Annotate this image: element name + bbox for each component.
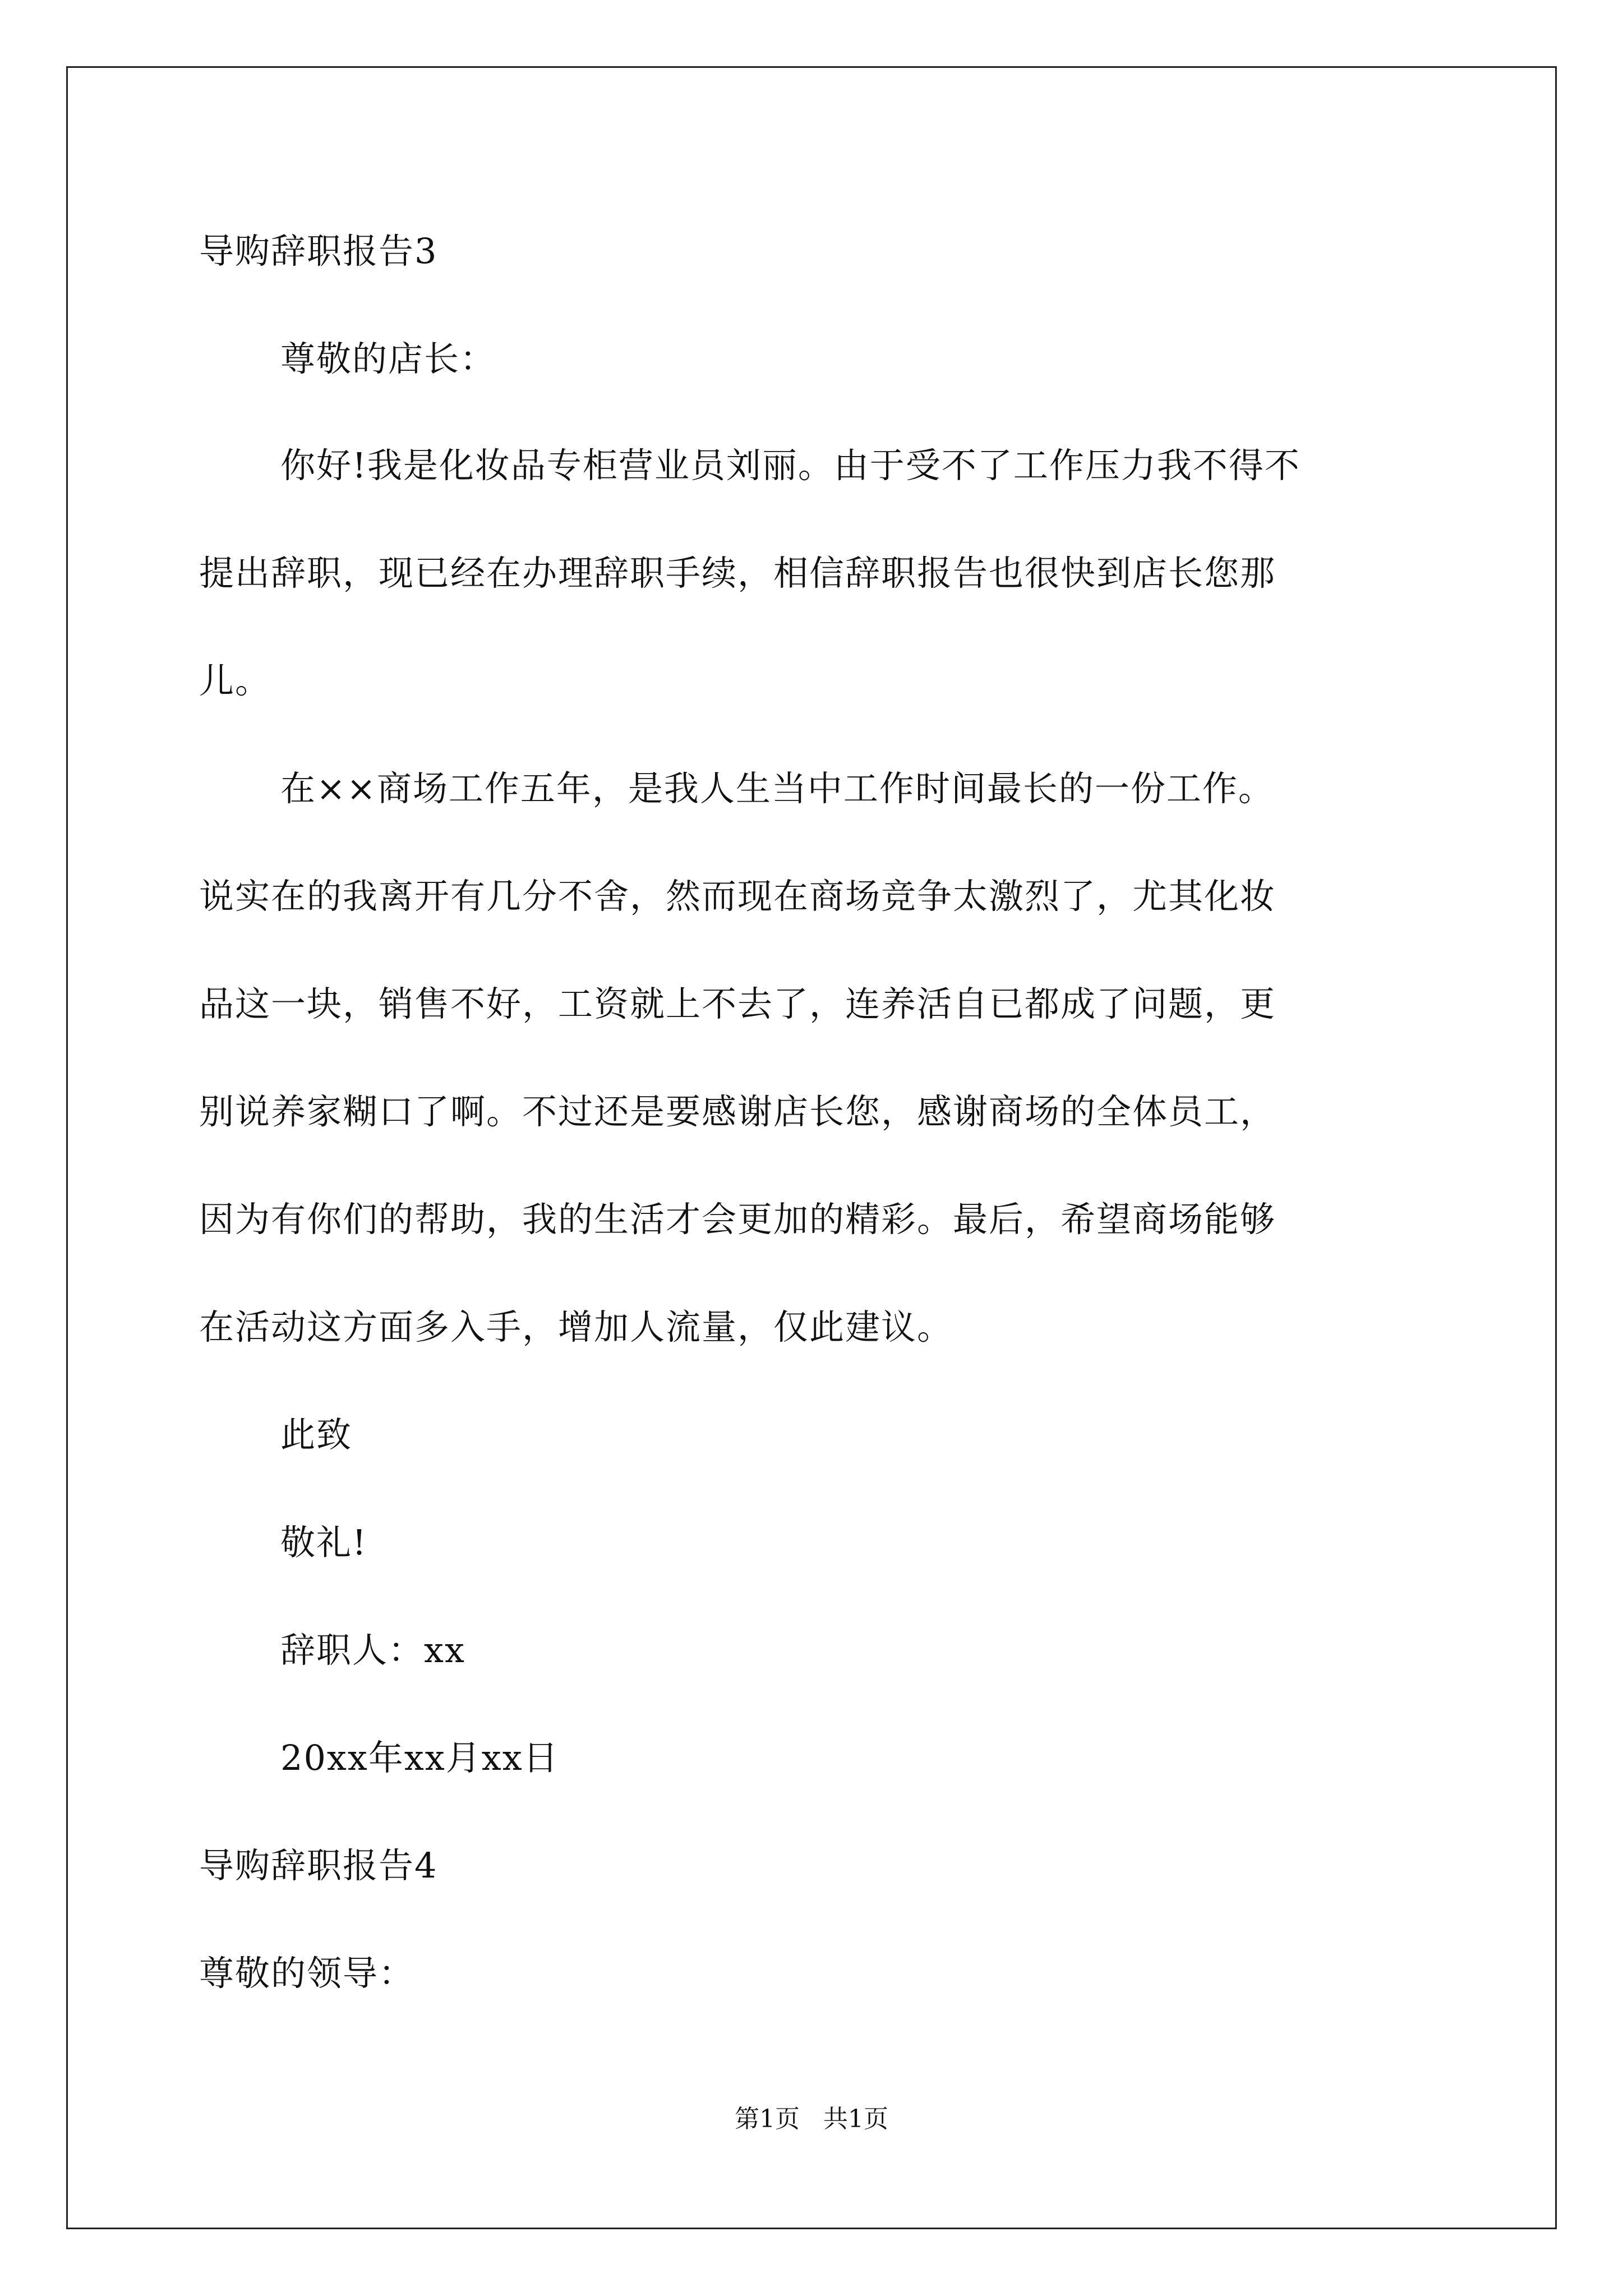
paragraph-line: 品这一块，销售不好，工资就上不去了，连养活自已都成了问题，更 (199, 983, 1276, 1024)
section-heading-3: 导购辞职报告3 (199, 231, 438, 272)
paragraph-line: 儿。 (199, 660, 271, 701)
signature-line: 辞职人：xx (280, 1630, 465, 1671)
paragraph-line: 在××商场工作五年，是我人生当中工作时间最长的一份工作。 (280, 768, 1274, 809)
section-heading-4: 导购辞职报告4 (199, 1845, 438, 1886)
salutation-leader: 尊敬的领导： (199, 1953, 415, 1994)
paragraph-line: 因为有你们的帮助，我的生活才会更加的精彩。最后，希望商场能够 (199, 1199, 1276, 1240)
paragraph-line: 说实在的我离开有几分不舍，然而现在商场竞争太激烈了，尤其化妆 (199, 876, 1276, 917)
salutation-store-manager: 尊敬的店长： (280, 338, 496, 379)
closing-line: 敬礼! (280, 1522, 367, 1563)
paragraph-line: 别说养家糊口了啊。不过还是要感谢店长您，感谢商场的全体员工， (199, 1091, 1276, 1132)
paragraph-line: 你好!我是化妆品专柜营业员刘丽。由于受不了工作压力我不得不 (280, 445, 1301, 486)
paragraph-line: 提出辞职，现已经在办理辞职手续，相信辞职报告也很快到店长您那 (199, 553, 1276, 593)
page-total: 共1页 (823, 2105, 888, 2133)
page-footer (0, 2102, 1623, 2136)
page-number: 第1页 (735, 2105, 800, 2133)
date-line: 20xx年xx月xx日 (280, 1737, 559, 1778)
paragraph-line: 在活动这方面多入手，增加人流量，仅此建议。 (199, 1306, 953, 1347)
page-border (66, 66, 1557, 2229)
closing-line: 此致 (280, 1414, 353, 1455)
